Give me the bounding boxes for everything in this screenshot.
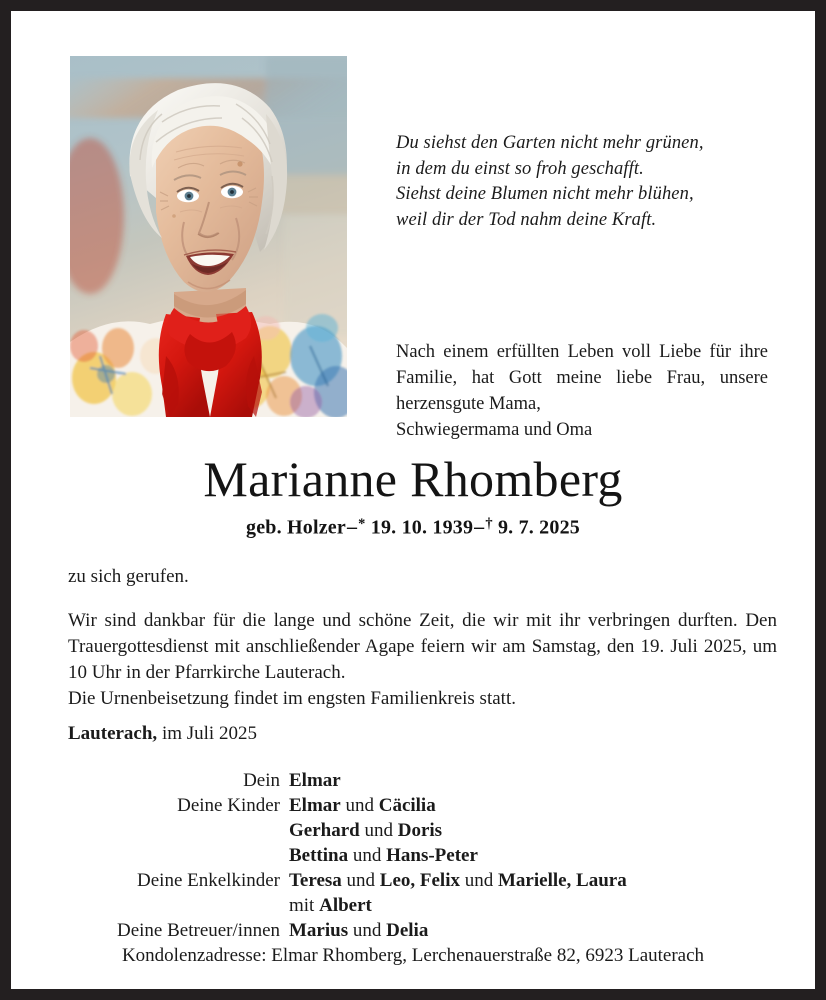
dates-separator-2: – <box>474 516 485 539</box>
deceased-dates <box>11 516 815 539</box>
death-cross-icon: † <box>485 516 493 532</box>
service-details-text: Wir sind dankbar für die lange und schöne Zeit, die wir mit ihr verbringen durften. Den Trauergottesdienst mit anschließender Agape feiern wir am Samstag, den 19. Juli 2025, um 10 Uhr in der Pfarrkirche Lauterach. <box>68 610 777 683</box>
family-conjunction: mit <box>289 895 320 916</box>
condolence-address: Kondolenzadresse: Elmar Rhomberg, Lerchenauerstraße 82, 6923 Lauterach <box>121 945 705 966</box>
family-relation-label: Dein <box>243 770 280 791</box>
family-conjunction: und <box>359 820 398 841</box>
family-member-name: Bettina <box>289 845 349 866</box>
family-member-names <box>289 793 777 818</box>
place-date: im Juli 2025 <box>161 723 257 744</box>
death-date: 9. 7. 2025 <box>497 516 580 539</box>
maiden-name: geb. Holzer <box>246 516 346 539</box>
place-town: Lauterach, <box>68 723 158 744</box>
birth-star-icon: * <box>358 516 366 532</box>
service-details-last-line: Die Urnenbeisetzung findet im engsten Familienkreis statt. <box>68 688 516 709</box>
place-and-date-line <box>68 721 257 747</box>
notice-inner-area <box>11 11 815 989</box>
family-member-name: Doris <box>397 820 443 841</box>
family-row <box>68 843 777 868</box>
family-conjunction: und <box>340 795 379 816</box>
family-member-name: Delia <box>386 920 429 941</box>
intro-paragraph <box>396 339 768 443</box>
family-relation-label: Deine Betreuer/innen <box>116 920 280 941</box>
family-member-names <box>289 768 777 793</box>
family-member-name: Albert <box>319 895 372 916</box>
family-member-names <box>289 818 777 843</box>
family-list <box>68 768 777 943</box>
family-row <box>68 868 777 893</box>
intro-text: Nach einem erfüllten Leben voll Liebe für ihre Familie, hat Gott meine liebe Frau, unsere herzensgute Mama, <box>396 342 768 414</box>
family-row <box>68 793 777 818</box>
verse-line: Siehst deine Blumen nicht mehr blühen, <box>396 184 694 204</box>
family-member-name: Cäcilia <box>378 795 436 816</box>
memorial-verse <box>396 131 778 233</box>
family-member-name: Gerhard <box>289 820 360 841</box>
family-conjunction: und <box>348 845 387 866</box>
family-member-name: Marius <box>289 920 349 941</box>
verse-line: Du siehst den Garten nicht mehr grünen, <box>396 133 704 153</box>
family-member-names <box>289 918 777 943</box>
family-member-names <box>289 868 777 893</box>
verse-line: in dem du einst so froh geschafft. <box>396 158 644 179</box>
intro-last-line: Schwiegermama und Oma <box>396 420 593 440</box>
family-row <box>68 818 777 843</box>
birth-date: 19. 10. 1939 <box>370 516 474 539</box>
family-row <box>68 893 777 918</box>
verse-line: weil dir der Tod nahm deine Kraft. <box>396 209 657 230</box>
dates-separator-1: – <box>346 516 358 539</box>
family-row <box>68 768 777 793</box>
family-conjunction: und <box>348 920 387 941</box>
family-row <box>68 918 777 943</box>
family-member-name: Elmar <box>289 770 341 791</box>
family-member-names <box>289 843 777 868</box>
family-member-name: Leo, Felix <box>379 870 460 891</box>
family-member-name: Elmar <box>289 795 341 816</box>
family-member-name: Teresa <box>289 870 342 891</box>
family-conjunction: und <box>459 870 498 891</box>
family-member-names <box>289 893 777 918</box>
family-relation-label: Deine Enkelkinder <box>137 870 280 891</box>
portrait-illustration <box>70 56 347 417</box>
portrait-photo <box>70 56 347 417</box>
family-member-name: Marielle, Laura <box>497 870 627 891</box>
service-details-paragraph <box>68 608 777 712</box>
family-member-name: Hans-Peter <box>386 845 478 866</box>
family-relation-label: Deine Kinder <box>177 795 280 816</box>
deceased-name: Marianne Rhomberg <box>203 451 623 507</box>
called-home-line: zu sich gerufen. <box>68 566 189 587</box>
family-conjunction: und <box>341 870 380 891</box>
